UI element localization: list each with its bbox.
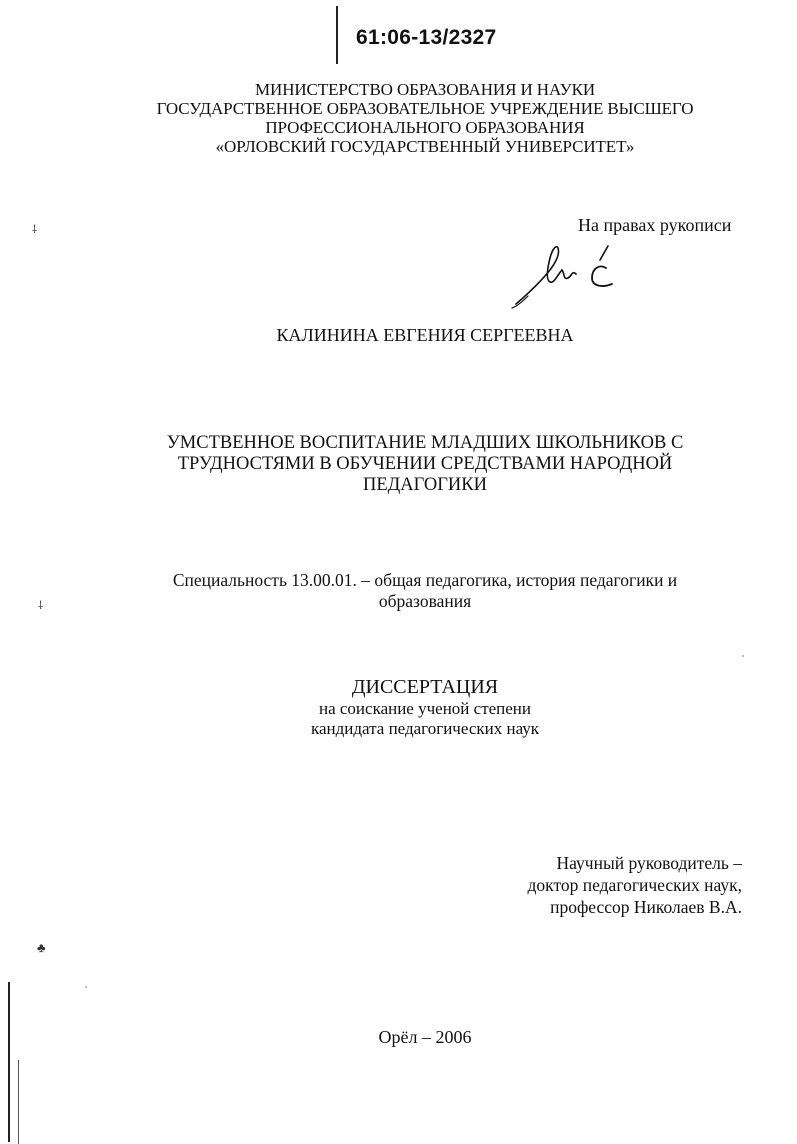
scientific-advisor (480, 852, 742, 918)
city-year: Орёл – 2006 (378, 1027, 472, 1047)
specialty-line: Специальность 13.00.01. – общая педагогика, история педагогики и (172, 570, 678, 590)
scan-speck (85, 986, 87, 988)
punch-mark-icon: ♣ (37, 940, 46, 955)
dissertation-title (110, 433, 740, 496)
author-name: КАЛИНИНА ЕВГЕНИЯ СЕРГЕЕВНА (276, 325, 574, 345)
header-line: «ОРЛОВСКИЙ ГОСУДАРСТВЕННЫЙ УНИВЕРСИТЕТ» (215, 137, 635, 156)
title-line: ПЕДАГОГИКИ (363, 475, 487, 495)
header-line: МИНИСТЕРСТВО ОБРАЗОВАНИЯ И НАУКИ (255, 80, 595, 99)
scan-speck (742, 655, 744, 657)
institution-header (120, 80, 730, 156)
stamp-divider-top (336, 6, 338, 64)
specialty-line: образования (378, 591, 472, 611)
title-line: ТРУДНОСТЯМИ В ОБУЧЕНИИ СРЕДСТВАМИ НАРОДНОЙ (177, 454, 673, 474)
header-line: ПРОФЕССИОНАЛЬНОГО ОБРАЗОВАНИЯ (265, 118, 585, 137)
archive-stamp-code: 61:06-13/2327 (356, 26, 497, 49)
specialty (100, 570, 750, 612)
degree-line: на соискание ученой степени (318, 699, 532, 718)
punch-mark-icon: ⸸ (32, 224, 38, 236)
advisor-line: профессор Николаев В.А. (550, 897, 742, 917)
signature-icon (510, 240, 630, 312)
advisor-line: Научный руководитель – (556, 853, 742, 873)
punch-mark-icon: ⸸ (38, 600, 44, 612)
dissertation-block (120, 676, 730, 739)
degree-line: кандидата педагогических наук (310, 719, 540, 738)
scan-edge-line (8, 982, 10, 1142)
scan-edge-line (18, 1060, 19, 1144)
header-line: ГОСУДАРСТВЕННОЕ ОБРАЗОВАТЕЛЬНОЕ УЧРЕЖДЕНИЕ ВЫСШЕГО (156, 99, 694, 118)
manuscript-rights-note: На правах рукописи (578, 215, 732, 235)
title-line: УМСТВЕННОЕ ВОСПИТАНИЕ МЛАДШИХ ШКОЛЬНИКОВ С (166, 433, 684, 453)
advisor-line: доктор педагогических наук, (527, 875, 742, 895)
dissertation-heading: ДИССЕРТАЦИЯ (351, 676, 499, 698)
